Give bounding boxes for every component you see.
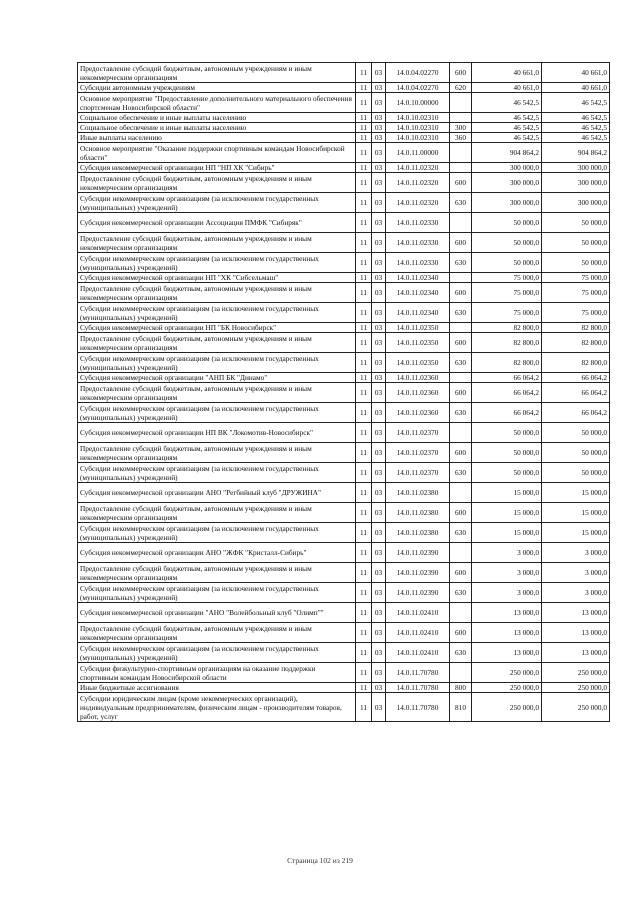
row-section: 11	[356, 683, 372, 693]
table-row	[78, 333, 610, 353]
row-amount-1: 66 064,2	[472, 383, 542, 403]
row-amount-1: 75 000,0	[472, 303, 542, 323]
row-target-code: 14.0.11.02320	[386, 173, 450, 193]
row-expense-type	[450, 663, 472, 683]
row-expense-type: 600	[450, 383, 472, 403]
row-target-code: 14.0.11.02370	[386, 463, 450, 483]
row-expense-type: 630	[450, 463, 472, 483]
row-section: 11	[356, 163, 372, 173]
row-name: Предоставление субсидий бюджетным, автономным учреждениям и иным некоммерческим организациям	[78, 443, 356, 463]
row-amount-2: 13 000,0	[542, 603, 610, 623]
row-section: 11	[356, 603, 372, 623]
row-expense-type: 630	[450, 253, 472, 273]
row-amount-2: 300 000,0	[542, 163, 610, 173]
row-name: Предоставление субсидий бюджетным, автономным учреждениям и иным некоммерческим организациям	[78, 63, 356, 83]
row-target-code: 14.0.11.02320	[386, 193, 450, 213]
row-subsection: 03	[372, 583, 386, 603]
row-section: 11	[356, 643, 372, 663]
table-row	[78, 563, 610, 583]
row-amount-2: 13 000,0	[542, 643, 610, 663]
table-row	[78, 93, 610, 113]
row-expense-type: 600	[450, 283, 472, 303]
row-subsection: 03	[372, 323, 386, 333]
row-target-code: 14.0.11.70780	[386, 693, 450, 722]
row-amount-2: 50 000,0	[542, 213, 610, 233]
row-expense-type	[450, 273, 472, 283]
row-expense-type	[450, 93, 472, 113]
row-amount-1: 15 000,0	[472, 523, 542, 543]
row-section: 11	[356, 233, 372, 253]
row-name: Предоставление субсидий бюджетным, автономным учреждениям и иным некоммерческим организациям	[78, 563, 356, 583]
row-section: 11	[356, 333, 372, 353]
row-subsection: 03	[372, 643, 386, 663]
row-target-code: 14.0.11.02380	[386, 523, 450, 543]
table-row	[78, 503, 610, 523]
row-amount-1: 15 000,0	[472, 483, 542, 503]
row-name: Иные бюджетные ассигнования	[78, 683, 356, 693]
row-subsection: 03	[372, 443, 386, 463]
row-amount-2: 46 542,5	[542, 113, 610, 123]
table-row	[78, 383, 610, 403]
row-subsection: 03	[372, 563, 386, 583]
row-amount-2: 46 542,5	[542, 93, 610, 113]
table-row	[78, 233, 610, 253]
row-section: 11	[356, 253, 372, 273]
row-target-code: 14.0.11.02340	[386, 273, 450, 283]
row-amount-1: 904 864,2	[472, 143, 542, 163]
row-amount-1: 82 800,0	[472, 333, 542, 353]
row-expense-type: 810	[450, 693, 472, 722]
row-expense-type: 600	[450, 333, 472, 353]
table-row	[78, 273, 610, 283]
table-row	[78, 173, 610, 193]
row-target-code: 14.0.11.02340	[386, 283, 450, 303]
row-amount-2: 15 000,0	[542, 483, 610, 503]
row-name: Субсидии физкультурно-спортивным организациям на оказание поддержки спортивным командам Новосибирской области	[78, 663, 356, 683]
row-section: 11	[356, 423, 372, 443]
row-amount-1: 46 542,5	[472, 113, 542, 123]
row-amount-1: 82 800,0	[472, 323, 542, 333]
row-section: 11	[356, 543, 372, 563]
table-row	[78, 123, 610, 133]
row-section: 11	[356, 443, 372, 463]
table-row	[78, 403, 610, 423]
row-target-code: 14.0.11.02390	[386, 563, 450, 583]
row-expense-type: 600	[450, 63, 472, 83]
row-section: 11	[356, 63, 372, 83]
row-target-code: 14.0.11.02370	[386, 443, 450, 463]
row-amount-1: 50 000,0	[472, 213, 542, 233]
table-row	[78, 463, 610, 483]
table-row	[78, 663, 610, 683]
row-amount-2: 250 000,0	[542, 663, 610, 683]
row-name: Субсидия некоммерческой организации НП "ХК "Сибсельмаш"	[78, 273, 356, 283]
row-name: Субсидии некоммерческим организациям (за исключением государственных (муниципальных) учреждений)	[78, 403, 356, 423]
row-name: Субсидии автономным учреждениям	[78, 83, 356, 93]
row-section: 11	[356, 693, 372, 722]
row-amount-1: 66 064,2	[472, 403, 542, 423]
row-section: 11	[356, 563, 372, 583]
row-name: Социальное обеспечение и иные выплаты населению	[78, 113, 356, 123]
row-name: Субсидия некоммерческой организации НП "НП ХК "Сибирь"	[78, 163, 356, 173]
row-expense-type	[450, 483, 472, 503]
row-name: Предоставление субсидий бюджетным, автономным учреждениям и иным некоммерческим организациям	[78, 233, 356, 253]
row-subsection: 03	[372, 143, 386, 163]
row-expense-type	[450, 373, 472, 383]
row-target-code: 14.0.11.02390	[386, 543, 450, 563]
row-section: 11	[356, 133, 372, 143]
row-amount-2: 15 000,0	[542, 503, 610, 523]
row-target-code: 14.0.11.02330	[386, 233, 450, 253]
row-amount-2: 75 000,0	[542, 283, 610, 303]
row-section: 11	[356, 323, 372, 333]
row-expense-type: 600	[450, 623, 472, 643]
row-subsection: 03	[372, 113, 386, 123]
row-name: Предоставление субсидий бюджетным, автономным учреждениям и иным некоммерческим организациям	[78, 503, 356, 523]
row-amount-1: 300 000,0	[472, 163, 542, 173]
row-target-code: 14.0.11.02320	[386, 163, 450, 173]
row-amount-1: 46 542,5	[472, 133, 542, 143]
row-amount-2: 66 064,2	[542, 403, 610, 423]
table-body	[78, 63, 610, 722]
table-row	[78, 213, 610, 233]
row-name: Субсидии некоммерческим организациям (за исключением государственных (муниципальных) учреждений)	[78, 353, 356, 373]
row-amount-2: 3 000,0	[542, 563, 610, 583]
row-name: Субсидии некоммерческим организациям (за исключением государственных (муниципальных) учреждений)	[78, 523, 356, 543]
row-target-code: 14.0.11.02410	[386, 603, 450, 623]
row-subsection: 03	[372, 283, 386, 303]
row-amount-1: 50 000,0	[472, 233, 542, 253]
table-row	[78, 303, 610, 323]
row-expense-type: 630	[450, 353, 472, 373]
row-name: Предоставление субсидий бюджетным, автономным учреждениям и иным некоммерческим организациям	[78, 283, 356, 303]
budget-table	[77, 62, 610, 722]
row-name: Субсидии некоммерческим организациям (за исключением государственных (муниципальных) учреждений)	[78, 303, 356, 323]
row-subsection: 03	[372, 93, 386, 113]
row-subsection: 03	[372, 693, 386, 722]
row-amount-2: 50 000,0	[542, 253, 610, 273]
row-amount-1: 40 661,0	[472, 83, 542, 93]
row-amount-2: 50 000,0	[542, 423, 610, 443]
table-row	[78, 373, 610, 383]
table-row	[78, 163, 610, 173]
row-name: Субсидии некоммерческим организациям (за исключением государственных (муниципальных) учреждений)	[78, 193, 356, 213]
page-footer: Страница 102 из 219	[287, 856, 353, 865]
row-subsection: 03	[372, 213, 386, 233]
row-amount-1: 300 000,0	[472, 173, 542, 193]
row-section: 11	[356, 663, 372, 683]
row-section: 11	[356, 623, 372, 643]
row-subsection: 03	[372, 623, 386, 643]
row-expense-type: 630	[450, 193, 472, 213]
row-target-code: 14.0.11.02350	[386, 353, 450, 373]
row-subsection: 03	[372, 543, 386, 563]
row-amount-2: 300 000,0	[542, 173, 610, 193]
row-target-code: 14.0.11.02360	[386, 403, 450, 423]
row-expense-type: 630	[450, 583, 472, 603]
row-target-code: 14.0.11.02340	[386, 303, 450, 323]
row-section: 11	[356, 93, 372, 113]
row-amount-2: 46 542,5	[542, 133, 610, 143]
row-amount-1: 50 000,0	[472, 443, 542, 463]
row-subsection: 03	[372, 63, 386, 83]
row-subsection: 03	[372, 603, 386, 623]
row-section: 11	[356, 403, 372, 423]
row-name: Субсидии некоммерческим организациям (за исключением государственных (муниципальных) учреждений)	[78, 463, 356, 483]
row-subsection: 03	[372, 403, 386, 423]
row-amount-2: 40 661,0	[542, 83, 610, 93]
row-target-code: 14.0.10.00000	[386, 93, 450, 113]
row-amount-1: 82 800,0	[472, 353, 542, 373]
row-expense-type	[450, 603, 472, 623]
row-amount-1: 46 542,5	[472, 123, 542, 133]
row-amount-1: 13 000,0	[472, 603, 542, 623]
row-subsection: 03	[372, 463, 386, 483]
table-row	[78, 543, 610, 563]
row-subsection: 03	[372, 193, 386, 213]
row-amount-2: 50 000,0	[542, 443, 610, 463]
row-amount-2: 66 064,2	[542, 373, 610, 383]
row-expense-type: 630	[450, 403, 472, 423]
row-amount-2: 46 542,5	[542, 123, 610, 133]
row-amount-1: 75 000,0	[472, 283, 542, 303]
row-expense-type: 600	[450, 443, 472, 463]
row-name: Иные выплаты населению	[78, 133, 356, 143]
row-name: Субсидии некоммерческим организациям (за исключением государственных (муниципальных) учреждений)	[78, 583, 356, 603]
table-row	[78, 63, 610, 83]
row-target-code: 14.0.10.02310	[386, 113, 450, 123]
row-target-code: 14.0.11.02360	[386, 383, 450, 403]
row-target-code: 14.0.11.70780	[386, 683, 450, 693]
row-target-code: 14.0.11.02380	[386, 503, 450, 523]
table-row	[78, 443, 610, 463]
row-amount-2: 75 000,0	[542, 303, 610, 323]
row-section: 11	[356, 283, 372, 303]
row-section: 11	[356, 123, 372, 133]
row-name: Предоставление субсидий бюджетным, автономным учреждениям и иным некоммерческим организациям	[78, 383, 356, 403]
row-expense-type: 600	[450, 233, 472, 253]
row-target-code: 14.0.11.02410	[386, 623, 450, 643]
row-expense-type: 600	[450, 503, 472, 523]
table-row	[78, 523, 610, 543]
row-section: 11	[356, 143, 372, 163]
row-amount-1: 40 661,0	[472, 63, 542, 83]
row-section: 11	[356, 273, 372, 283]
row-name: Субсидия некоммерческой организации "АНП БК "Динамо"	[78, 373, 356, 383]
row-section: 11	[356, 213, 372, 233]
row-amount-2: 82 800,0	[542, 323, 610, 333]
row-amount-1: 15 000,0	[472, 503, 542, 523]
table-row	[78, 143, 610, 163]
row-amount-1: 46 542,5	[472, 93, 542, 113]
row-target-code: 14.0.10.02310	[386, 123, 450, 133]
row-expense-type	[450, 143, 472, 163]
table-row	[78, 683, 610, 693]
row-name: Социальное обеспечение и иные выплаты населению	[78, 123, 356, 133]
row-name: Субсидии некоммерческим организациям (за исключением государственных (муниципальных) учреждений)	[78, 253, 356, 273]
row-expense-type: 300	[450, 123, 472, 133]
row-section: 11	[356, 113, 372, 123]
row-amount-2: 50 000,0	[542, 463, 610, 483]
row-expense-type: 630	[450, 643, 472, 663]
row-section: 11	[356, 383, 372, 403]
row-amount-1: 13 000,0	[472, 643, 542, 663]
row-amount-2: 75 000,0	[542, 273, 610, 283]
row-amount-2: 15 000,0	[542, 523, 610, 543]
table-row	[78, 603, 610, 623]
table-row	[78, 83, 610, 93]
row-expense-type	[450, 543, 472, 563]
row-amount-2: 50 000,0	[542, 233, 610, 253]
table-row	[78, 133, 610, 143]
row-section: 11	[356, 193, 372, 213]
row-subsection: 03	[372, 523, 386, 543]
row-section: 11	[356, 353, 372, 373]
row-subsection: 03	[372, 163, 386, 173]
row-name: Основное мероприятие "Оказание поддержки спортивным командам Новосибирской области"	[78, 143, 356, 163]
row-expense-type: 630	[450, 523, 472, 543]
row-amount-1: 50 000,0	[472, 253, 542, 273]
row-section: 11	[356, 83, 372, 93]
row-expense-type	[450, 113, 472, 123]
table-row	[78, 483, 610, 503]
row-amount-2: 300 000,0	[542, 193, 610, 213]
table-row	[78, 423, 610, 443]
row-amount-2: 82 800,0	[542, 333, 610, 353]
row-expense-type: 600	[450, 563, 472, 583]
row-amount-2: 3 000,0	[542, 543, 610, 563]
row-name: Субсидия некоммерческой организации "АНО "Волейбольный клуб "Олимп""	[78, 603, 356, 623]
row-subsection: 03	[372, 483, 386, 503]
row-subsection: 03	[372, 123, 386, 133]
row-name: Субсидия некоммерческой организации АНО "ЖФК "Кристалл-Сибирь"	[78, 543, 356, 563]
row-subsection: 03	[372, 353, 386, 373]
row-expense-type: 600	[450, 173, 472, 193]
row-target-code: 14.0.11.02370	[386, 423, 450, 443]
row-amount-2: 82 800,0	[542, 353, 610, 373]
row-expense-type: 630	[450, 303, 472, 323]
row-name: Субсидия некоммерческой организации НП ВК "Локомотив-Новосибирск"	[78, 423, 356, 443]
row-target-code: 14.0.11.70780	[386, 663, 450, 683]
row-section: 11	[356, 303, 372, 323]
table-row	[78, 583, 610, 603]
row-amount-2: 40 661,0	[542, 63, 610, 83]
row-target-code: 14.0.11.02360	[386, 373, 450, 383]
row-subsection: 03	[372, 173, 386, 193]
row-subsection: 03	[372, 273, 386, 283]
row-target-code: 14.0.11.02330	[386, 253, 450, 273]
row-expense-type: 800	[450, 683, 472, 693]
row-amount-1: 3 000,0	[472, 543, 542, 563]
table-row	[78, 643, 610, 663]
row-amount-1: 250 000,0	[472, 693, 542, 722]
table-row	[78, 283, 610, 303]
row-subsection: 03	[372, 333, 386, 353]
row-target-code: 14.0.10.02310	[386, 133, 450, 143]
row-amount-2: 13 000,0	[542, 623, 610, 643]
row-section: 11	[356, 173, 372, 193]
row-amount-2: 66 064,2	[542, 383, 610, 403]
row-amount-1: 250 000,0	[472, 663, 542, 683]
row-section: 11	[356, 583, 372, 603]
row-amount-1: 75 000,0	[472, 273, 542, 283]
table-row	[78, 693, 610, 722]
row-name: Предоставление субсидий бюджетным, автономным учреждениям и иным некоммерческим организациям	[78, 333, 356, 353]
row-section: 11	[356, 483, 372, 503]
table-row	[78, 193, 610, 213]
row-expense-type	[450, 423, 472, 443]
row-expense-type: 360	[450, 133, 472, 143]
row-subsection: 03	[372, 383, 386, 403]
row-name: Субсидии юридическим лицам (кроме некоммерческих организаций), индивидуальным предпринимателям, физическим лицам - производителям товаров, работ, услуг	[78, 693, 356, 722]
row-target-code: 14.0.11.02410	[386, 643, 450, 663]
table-row	[78, 323, 610, 333]
table-row	[78, 253, 610, 273]
row-target-code: 14.0.04.02270	[386, 63, 450, 83]
table-row	[78, 113, 610, 123]
row-subsection: 03	[372, 503, 386, 523]
row-subsection: 03	[372, 233, 386, 253]
table-row	[78, 623, 610, 643]
row-amount-2: 250 000,0	[542, 683, 610, 693]
row-subsection: 03	[372, 683, 386, 693]
row-name: Основное мероприятие "Предоставление дополнительного материального обеспечения спортсменам Новосибирской области"	[78, 93, 356, 113]
row-section: 11	[356, 523, 372, 543]
row-target-code: 14.0.11.02350	[386, 333, 450, 353]
row-amount-2: 904 864,2	[542, 143, 610, 163]
row-subsection: 03	[372, 423, 386, 443]
row-expense-type	[450, 213, 472, 233]
row-target-code: 14.0.11.02380	[386, 483, 450, 503]
row-target-code: 14.0.11.02330	[386, 213, 450, 233]
row-amount-1: 13 000,0	[472, 623, 542, 643]
row-subsection: 03	[372, 133, 386, 143]
row-target-code: 14.0.04.02270	[386, 83, 450, 93]
row-section: 11	[356, 373, 372, 383]
row-amount-1: 300 000,0	[472, 193, 542, 213]
row-name: Субсидия некоммерческой организации АНО "Регбийный клуб "ДРУЖИНА"	[78, 483, 356, 503]
row-name: Предоставление субсидий бюджетным, автономным учреждениям и иным некоммерческим организациям	[78, 623, 356, 643]
row-amount-1: 250 000,0	[472, 683, 542, 693]
row-name: Предоставление субсидий бюджетным, автономным учреждениям и иным некоммерческим организациям	[78, 173, 356, 193]
row-subsection: 03	[372, 253, 386, 273]
row-expense-type	[450, 163, 472, 173]
row-subsection: 03	[372, 303, 386, 323]
row-amount-1: 3 000,0	[472, 583, 542, 603]
row-subsection: 03	[372, 373, 386, 383]
row-target-code: 14.0.11.00000	[386, 143, 450, 163]
row-subsection: 03	[372, 83, 386, 93]
row-name: Субсидия некоммерческой организации Ассоциация ПМФК "Сибиряк"	[78, 213, 356, 233]
row-amount-1: 50 000,0	[472, 423, 542, 443]
row-amount-1: 50 000,0	[472, 463, 542, 483]
table-row	[78, 353, 610, 373]
row-expense-type	[450, 323, 472, 333]
row-section: 11	[356, 463, 372, 483]
row-expense-type: 620	[450, 83, 472, 93]
row-name: Субсидия некоммерческой организации НП "БК Новосибирск"	[78, 323, 356, 333]
row-target-code: 14.0.11.02350	[386, 323, 450, 333]
row-name: Субсидии некоммерческим организациям (за исключением государственных (муниципальных) учреждений)	[78, 643, 356, 663]
row-amount-1: 3 000,0	[472, 563, 542, 583]
row-amount-1: 66 064,2	[472, 373, 542, 383]
row-target-code: 14.0.11.02390	[386, 583, 450, 603]
row-subsection: 03	[372, 663, 386, 683]
row-amount-2: 250 000,0	[542, 693, 610, 722]
row-section: 11	[356, 503, 372, 523]
row-amount-2: 3 000,0	[542, 583, 610, 603]
